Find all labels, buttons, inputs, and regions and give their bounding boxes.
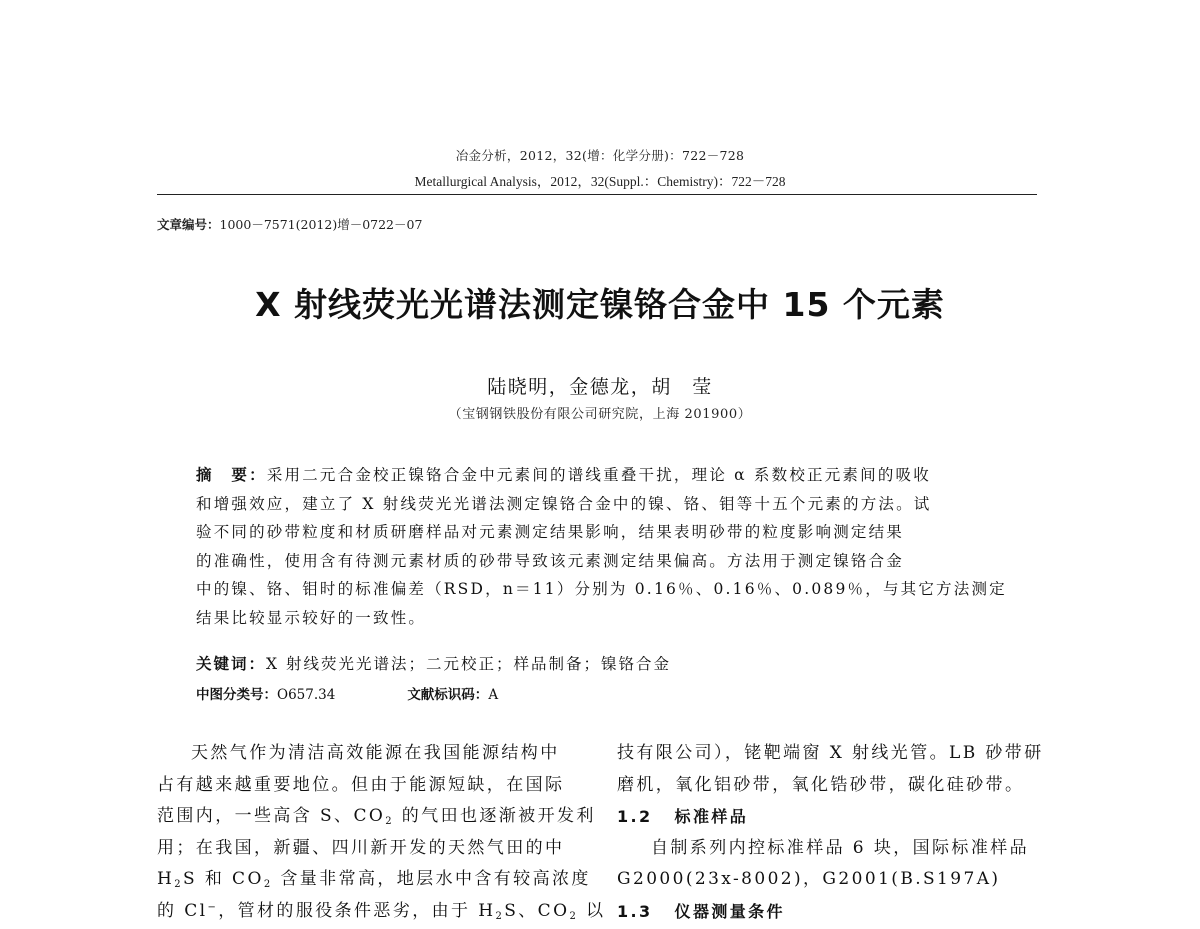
- journal-citation-cn: 冶金分析，2012，32(增：化学分册)：722－728: [455, 148, 745, 163]
- abstract-line: 摘 要：采用二元合金校正镍铬合金中元素间的谱线重叠干扰，理论 α 系数校正元素间的吸收: [196, 466, 931, 484]
- body-line: G2000(23x-8002)，G2001(B.S197A): [617, 869, 1001, 889]
- body-left-column: [157, 738, 606, 927]
- body-line: 用；在我国，新疆、四川新开发的天然气田的中: [157, 837, 565, 858]
- clc-number: 中图分类号：O657.34: [196, 687, 336, 703]
- body-line: 技有限公司），铑靶端窗 X 射线光管。LB 砂带研: [617, 743, 1044, 763]
- paper-title: X 射线荧光光谱法测定镍铬合金中 15 个元素: [255, 285, 945, 324]
- abstract-line: 中的镍、铬、钼时的标准偏差（RSD，n＝11）分别为 0.16％、0.16％、0.089％，与其它方法测定: [196, 580, 1007, 598]
- keywords: [196, 652, 671, 674]
- abstract-line: 和增强效应，建立了 X 射线荧光光谱法测定镍铬合金中的镍、铬、钼等十五个元素的方法。试: [196, 494, 932, 513]
- journal-citation-en: Metallurgical Analysis，2012，32(Suppl.：Chemistry)：722－728: [414, 174, 786, 189]
- body-right-column: [617, 738, 1047, 927]
- abstract-line: 结果比较显示较好的一致性。: [196, 608, 427, 627]
- body-line: 的 Cl−，管材的服役条件恶劣，由于 $H_2S$、$CO_2$ 以: [157, 900, 606, 922]
- abstract-line: 的准确性，使用含有待测元素材质的砂带导致该元素测定结果偏高。方法用于测定镍铬合金: [196, 551, 905, 570]
- body-line: 占有越来越重要地位。但由于能源短缺，在国际: [157, 774, 565, 795]
- header-divider: [157, 194, 1037, 195]
- author-list: 陆晓明，金德龙，胡 莹: [487, 376, 713, 398]
- body-line: 范围内，一些高含 S、$CO_2$ 的气田也逐渐被开发利: [157, 806, 596, 827]
- section-heading-1-3: 1.3 仪器测量条件: [617, 901, 785, 921]
- classification: [196, 683, 498, 703]
- article-number-label: 文章编号：: [157, 217, 220, 232]
- section-heading-1-2: 1.2 标准样品: [617, 807, 749, 826]
- document-code: 文献标识码：A: [407, 687, 499, 703]
- body-line: $H_2S$ 和 $CO_2$ 含量非常高，地层水中含有较高浓度: [157, 869, 591, 890]
- abstract-line: 验不同的砂带粒度和材质研磨样品对元素测定结果影响，结果表明砂带的粒度影响测定结果: [196, 523, 905, 541]
- body-line: 磨机，氧化铝砂带，氧化锆砂带，碳化硅砂带。: [617, 774, 1025, 795]
- abstract: [196, 461, 1006, 632]
- article-number: [157, 215, 422, 233]
- author-affiliation: （宝钢钢铁股份有限公司研究院，上海 201900）: [448, 407, 752, 422]
- keywords-label: 关键词：: [196, 655, 267, 673]
- abstract-label: 摘 要：: [196, 466, 267, 484]
- article-number-value: 1000－7571(2012)增－0722－07: [219, 217, 423, 232]
- body-line: 自制系列内控标准样品 6 块，国际标准样品: [651, 837, 1030, 858]
- body-line: 天然气作为清洁高效能源在我国能源结构中: [191, 743, 560, 763]
- keywords-value: X 射线荧光光谱法；二元校正；样品制备；镍铬合金: [266, 655, 671, 673]
